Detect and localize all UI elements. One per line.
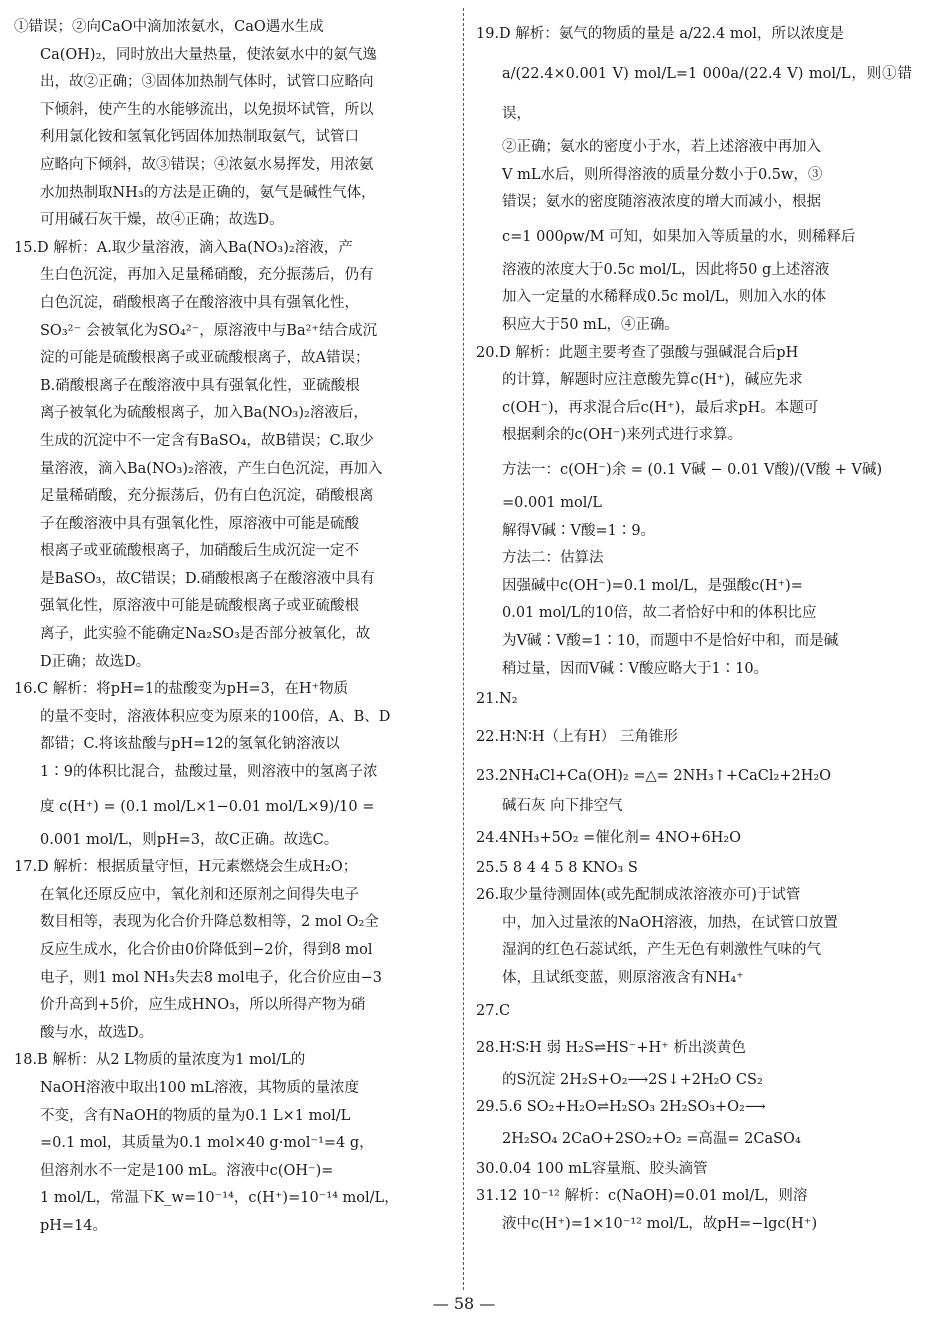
text-line: 下倾斜，使产生的水能够流出，以免损坏试管，所以 <box>40 101 374 118</box>
text-line: SO₃²⁻ 会被氧化为SO₄²⁻，原溶液中与Ba²⁺结合成沉 <box>40 322 378 339</box>
text-line: 不变，含有NaOH的物质的量为0.1 L×1 mol/L <box>40 1107 351 1124</box>
text-line: 加入一定量的水稀释成0.5c mol/L，则加入水的体 <box>502 289 826 306</box>
text-line: 电子，则1 mol NH₃失去8 mol电子，化合价应由−3 <box>40 969 383 986</box>
q15-answer <box>14 235 454 677</box>
text-line: 31.12 10⁻¹² 解析：c(NaOH)=0.01 mol/L，则溶 <box>476 1188 808 1205</box>
text-line: 2H₂SO₄ 2CaO+2SO₂+O₂ =高温= 2CaSO₄ <box>502 1130 801 1147</box>
text-line: B.硝酸根离子在酸溶液中具有强氧化性，亚硫酸根 <box>40 377 360 394</box>
column-divider <box>463 8 464 1290</box>
text-line: 是BaSO₃，故C错误；D.硝酸根离子在酸溶液中具有 <box>40 570 375 587</box>
text-line: NaOH溶液中取出100 mL溶液，其物质的量浓度 <box>40 1079 360 1096</box>
text-line: 28.H∶S∶H 弱 H₂S⇌HS⁻+H⁺ 析出淡黄色 <box>476 1039 746 1056</box>
text-line: 湿润的红色石蕊试纸，产生无色有刺激性气味的气 <box>502 942 821 959</box>
text-line: 1∶9的体积比混合，盐酸过量，则溶液中的氢离子浓 <box>40 764 378 781</box>
text-line: 强氧化性，原溶液中可能是硫酸根离子或亚硫酸根 <box>40 598 359 615</box>
text-line: 离子被氧化为硫酸根离子，加入Ba(NO₃)₂溶液后， <box>40 405 368 422</box>
text-line: 29.5.6 SO₂+H₂O⇌H₂SO₃ 2H₂SO₃+O₂⟶ <box>476 1099 766 1116</box>
text-line: 根据剩余的c(OH⁻)来列式进行求算。 <box>502 427 743 444</box>
q25-answer: 25.5 8 4 4 5 8 KNO₃ S <box>476 859 638 876</box>
left-column <box>14 14 454 1241</box>
text-line: 液中c(H⁺)=1×10⁻¹² mol/L，故pH=−lgc(H⁺) <box>502 1216 818 1233</box>
text-line: 0.001 mol/L，则pH=3，故C正确。故选C。 <box>40 831 339 848</box>
text-line: 错误；氨水的密度随溶液浓度的增大而减小，根据 <box>502 194 821 211</box>
text-line: c(OH⁻)，再求混合后c(H⁺)，最后求pH。本题可 <box>502 399 819 416</box>
formula-line: 方法一：c(OH⁻)余 = (0.1 V碱 − 0.01 V酸)/(V酸 + V碱) <box>502 461 883 478</box>
question-head: 20.D 解析：此题主要考查了强酸与强碱混合后pH <box>476 344 799 361</box>
text-line: pH=14。 <box>40 1217 108 1234</box>
text-line: 体，且试纸变蓝，则原溶液含有NH₄⁺ <box>502 970 744 987</box>
text-line: 量溶液，滴入Ba(NO₃)₂溶液，产生白色沉淀，再加入 <box>40 460 383 477</box>
text-line: 离子，此实验不能确定Na₂SO₃是否部分被氧化，故 <box>40 626 371 643</box>
text-line: 足量稀硝酸，充分振荡后，仍有白色沉淀，硝酸根离 <box>40 488 374 505</box>
text-line: 的计算，解题时应注意酸先算c(H⁺)，碱应先求 <box>502 372 803 389</box>
text-line: ②正确；氨水的密度小于水，若上述溶液中再加入 <box>502 139 821 155</box>
q26-answer <box>476 882 912 992</box>
q23-answer <box>476 759 912 821</box>
text-line: 酸与水，故选D。 <box>40 1024 154 1041</box>
q30-answer: 30.0.04 100 mL容量瓶、胶头滴管 <box>476 1160 708 1177</box>
formula-line: c=1 000ρw/M 可知，如果加入等质量的水，则稀释后 <box>502 228 856 245</box>
q27-answer: 27.C <box>476 1002 511 1019</box>
text-line: 26.取少量待测固体(或先配制成浓溶液亦可)于试管 <box>476 887 801 904</box>
question-head: 19.D 解析：氨气的物质的量是 a/22.4 mol，所以浓度是 <box>476 26 844 42</box>
text-line: 因强碱中c(OH⁻)=0.1 mol/L，是强酸c(H⁺)= <box>502 577 803 594</box>
text-line: 淀的可能是硫酸根离子或亚硫酸根离子，故A错误； <box>40 350 370 367</box>
q18-answer <box>14 1047 454 1240</box>
text-line: 利用氯化铵和氢氧化钙固体加热制取氨气，试管口 <box>40 129 359 146</box>
text-line: 出，故②正确；③固体加热制气体时，试管口应略向 <box>40 74 374 91</box>
text-line: 积应大于50 mL，④正确。 <box>502 316 679 333</box>
text-line: 可用碱石灰干燥，故④正确；故选D。 <box>40 212 284 229</box>
text-line: D正确；故选D。 <box>40 653 151 670</box>
text-line: 解得V碱∶V酸=1∶9。 <box>502 522 656 539</box>
text-line: 的量不变时，溶液体积应变为原来的100倍，A、B、D <box>40 708 391 725</box>
text-line: Ca(OH)₂，同时放出大量热量，使浓氨水中的氨气逸 <box>40 46 377 63</box>
q17-answer <box>14 854 454 1047</box>
formula-line: 度 c(H⁺) = (0.1 mol/L×1−0.01 mol/L×9)/10 = <box>40 798 375 815</box>
text-line: 23.2NH₄Cl+Ca(OH)₂ =△= 2NH₃↑+CaCl₂+2H₂O <box>476 768 832 785</box>
question-head: 17.D 解析：根据质量守恒，H元素燃烧会生成H₂O； <box>14 859 358 876</box>
text-line: 1 mol/L，常温下K_w=10⁻¹⁴，c(H⁺)=10⁻¹⁴ mol/L， <box>40 1190 399 1207</box>
q14-answer <box>14 14 454 235</box>
q28-answer <box>476 1029 912 1095</box>
text-line: ①错误；②向CaO中滴加浓氨水，CaO遇水生成 <box>14 19 324 35</box>
text-line: 水加热制取NH₃的方法是正确的，氨气是碱性气体， <box>40 184 376 201</box>
text-line: 为V碱∶V酸=1∶10，而题中不是恰好中和，而是碱 <box>502 632 839 649</box>
q24-answer: 24.4NH₃+5O₂ =催化剂= 4NO+6H₂O <box>476 829 742 846</box>
text-line: =0.001 mol/L <box>502 494 602 511</box>
text-line: 碱石灰 向下排空气 <box>502 798 623 815</box>
text-line: 价升高到+5价，应生成HNO₃，所以所得产物为硝 <box>40 997 366 1014</box>
q19-answer <box>476 14 912 340</box>
text-line: 数目相等，表现为化合价升降总数相等，2 mol O₂全 <box>40 914 379 931</box>
q31-answer <box>476 1183 912 1238</box>
text-line: 都错；C.将该盐酸与pH=12的氢氧化钠溶液以 <box>40 736 340 753</box>
text-line: 应略向下倾斜，故③错误；④浓氨水易挥发，用浓氨 <box>40 156 374 173</box>
q21-answer: 21.N₂ <box>476 691 518 708</box>
text-line: 白色沉淀，硝酸根离子在酸溶液中具有强氧化性， <box>40 294 359 311</box>
text-line: V mL水后，则所得溶液的质量分数小于0.5w，③ <box>502 166 823 183</box>
q29-answer <box>476 1094 912 1156</box>
question-head: 15.D 解析：A.取少量溶液，滴入Ba(NO₃)₂溶液，产 <box>14 239 353 256</box>
formula-line: a/(22.4×0.001 V) mol/L=1 000a/(22.4 V) mol/L，则①错误， <box>502 66 912 122</box>
text-line: 生白色沉淀，再加入足量稀硝酸，充分振荡后，仍有 <box>40 267 374 284</box>
text-line: =0.1 mol，其质量为0.1 mol×40 g·mol⁻¹=4 g， <box>40 1135 374 1152</box>
q22-answer: 22.H∶N∶H（上有H） 三角锥形 <box>476 729 678 746</box>
page-number: — 58 — <box>432 1294 496 1313</box>
text-line: 在氧化还原反应中，氧化剂和还原剂之间得失电子 <box>40 886 359 903</box>
text-line: 稍过量，因而V碱∶V酸应略大于1∶10。 <box>502 660 769 677</box>
right-column <box>476 14 912 1239</box>
question-head: 18.B 解析：从2 L物质的量浓度为1 mol/L的 <box>14 1052 306 1069</box>
text-line: 但溶剂水不一定是100 mL。溶液中c(OH⁻)= <box>40 1162 334 1179</box>
text-line: 0.01 mol/L的10倍，故二者恰好中和的体积比应 <box>502 605 817 622</box>
q20-answer <box>476 340 912 684</box>
text-line: 溶液的浓度大于0.5c mol/L，因此将50 g上述溶液 <box>502 261 830 278</box>
text-line: 生成的沉淀中不一定含有BaSO₄，故B错误；C.取少 <box>40 432 374 449</box>
text-line: 的S沉淀 2H₂S+O₂⟶2S↓+2H₂O CS₂ <box>502 1071 763 1088</box>
question-head: 16.C 解析：将pH=1的盐酸变为pH=3，在H⁺物质 <box>14 681 349 698</box>
text-line: 中，加入过量浓的NaOH溶液，加热，在试管口放置 <box>502 914 838 931</box>
text-line: 方法二：估算法 <box>502 550 604 567</box>
text-line: 根离子或亚硫酸根离子，加硝酸后生成沉淀一定不 <box>40 543 359 560</box>
q16-answer <box>14 676 454 854</box>
text-line: 反应生成水，化合价由0价降低到−2价，得到8 mol <box>40 942 373 958</box>
text-line: 子在酸溶液中具有强氧化性，原溶液中可能是硫酸 <box>40 515 359 532</box>
